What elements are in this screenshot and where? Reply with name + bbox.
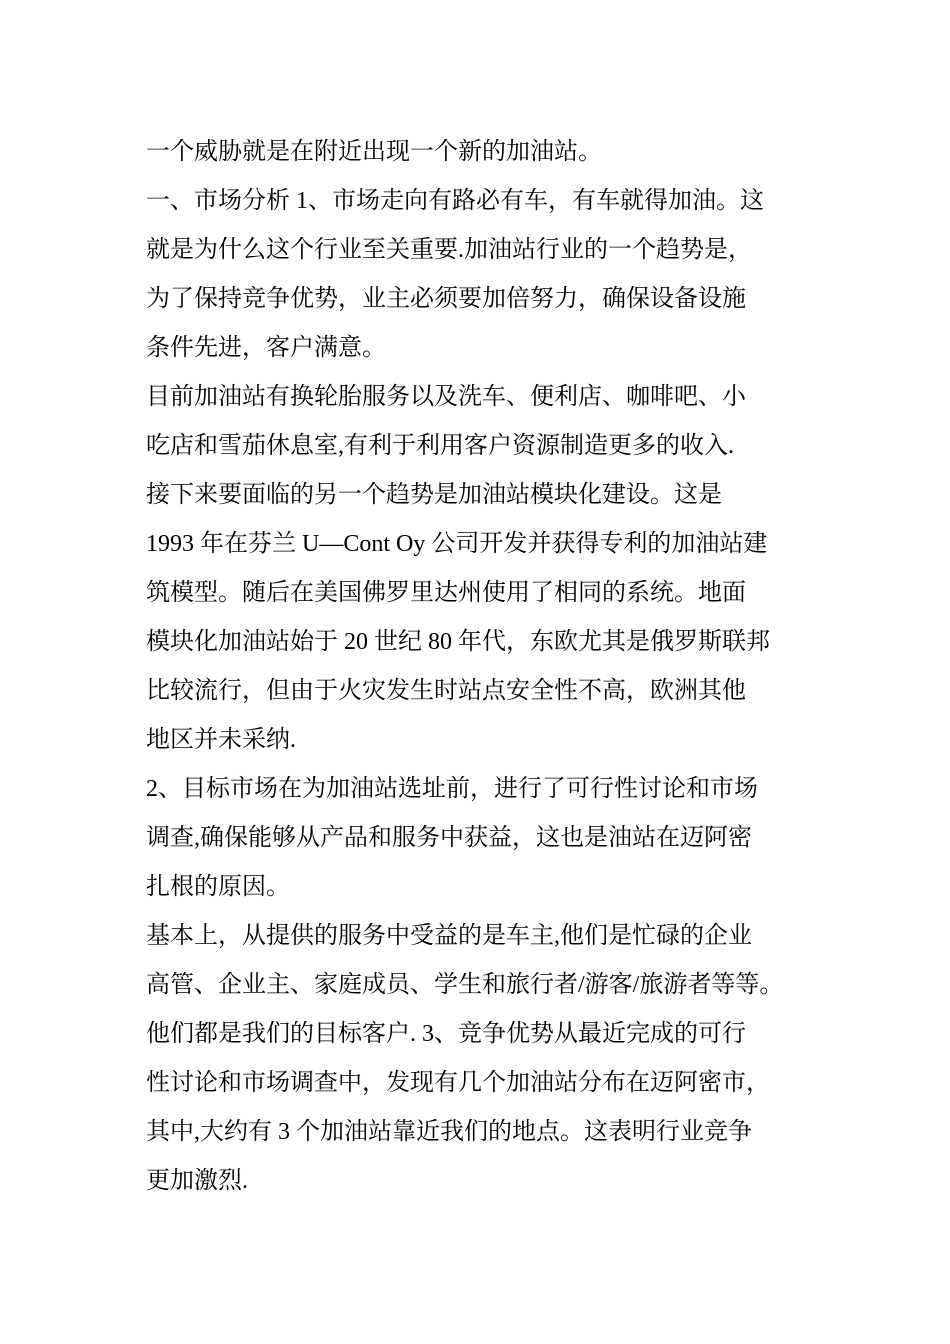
text-line: 高管、企业主、家庭成员、学生和旅行者/游客/旅游者等等。: [146, 972, 784, 998]
text-line: 2、目标市场在为加油站选址前，进行了可行性讨论和市场: [146, 776, 758, 802]
document-body: [146, 128, 846, 1206]
text-line: 接下来要面临的另一个趋势是加油站模块化建设。这是: [146, 482, 722, 508]
text-line: 为了保持竞争优势，业主必须要加倍努力，确保设备设施: [146, 286, 746, 312]
text-line: 筑模型。随后在美国佛罗里达州使用了相同的系统。地面: [146, 580, 746, 606]
text-line: 调查,确保能够从产品和服务中获益，这也是油站在迈阿密: [146, 825, 752, 851]
text-line: 条件先进，客户满意。: [146, 335, 386, 361]
text-line: 性讨论和市场调查中，发现有几个加油站分布在迈阿密市，: [146, 1070, 770, 1096]
text-line: 地区并未采纳.: [146, 727, 296, 753]
text-line: 他们都是我们的目标客户. 3、竞争优势从最近完成的可行: [146, 1021, 746, 1047]
text-line: 目前加油站有换轮胎服务以及洗车、便利店、咖啡吧、小: [146, 384, 746, 410]
text-line: 比较流行，但由于火灾发生时站点安全性不高，欧洲其他: [146, 678, 746, 704]
text-line: 更加激烈.: [146, 1168, 248, 1194]
text-line: 一个威胁就是在附近出现一个新的加油站。: [146, 139, 602, 165]
text-line: 吃店和雪茄休息室,有利于利用客户资源制造更多的收入.: [146, 433, 734, 459]
text-line: 就是为什么这个行业至关重要.加油站行业的一个趋势是，: [146, 237, 752, 263]
text-line: 其中,大约有 3 个加油站靠近我们的地点。这表明行业竞争: [146, 1119, 752, 1145]
text-line: 基本上，从提供的服务中受益的是车主,他们是忙碌的企业: [146, 923, 752, 949]
text-line: 1993 年在芬兰 U—Cont Oy 公司开发并获得专利的加油站建: [146, 531, 768, 557]
text-line: 一、市场分析 1、市场走向有路必有车，有车就得加油。这: [146, 188, 764, 214]
text-line: 扎根的原因。: [146, 874, 290, 900]
text-line: 模块化加油站始于 20 世纪 80 年代，东欧尤其是俄罗斯联邦: [146, 629, 770, 655]
